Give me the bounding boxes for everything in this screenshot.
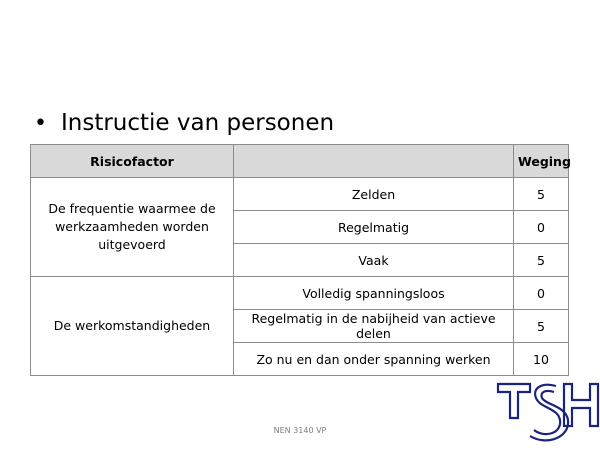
option-cell: Regelmatig in de nabijheid van actieve delen	[234, 310, 514, 343]
weight-cell: 5	[514, 178, 569, 211]
weight-cell: 10	[514, 343, 569, 376]
company-logo	[496, 378, 600, 450]
header-empty	[234, 145, 514, 178]
table-row	[31, 178, 569, 211]
header-risicofactor: Risicofactor	[31, 145, 234, 178]
option-cell: Regelmatig	[234, 211, 514, 244]
table-header-row	[31, 145, 569, 178]
weight-cell: 0	[514, 277, 569, 310]
factor-cell: De frequentie waarmee de werkzaamheden worden uitgevoerd	[31, 178, 234, 277]
option-cell: Volledig spanningsloos	[234, 277, 514, 310]
table-row	[31, 277, 569, 310]
factor-cell: De werkomstandigheden	[31, 277, 234, 376]
weight-cell: 5	[514, 310, 569, 343]
weight-cell: 5	[514, 244, 569, 277]
slide-title: Instructie van personen	[60, 110, 335, 136]
weight-cell: 0	[514, 211, 569, 244]
bullet-icon: •	[34, 110, 47, 136]
header-weging: Weging	[514, 145, 569, 178]
slide-footer: NEN 3140 VP	[273, 426, 327, 435]
option-cell: Zelden	[234, 178, 514, 211]
slide-heading	[34, 110, 334, 136]
option-cell: Vaak	[234, 244, 514, 277]
option-cell: Zo nu en dan onder spanning werken	[234, 343, 514, 376]
risk-table	[30, 144, 569, 376]
